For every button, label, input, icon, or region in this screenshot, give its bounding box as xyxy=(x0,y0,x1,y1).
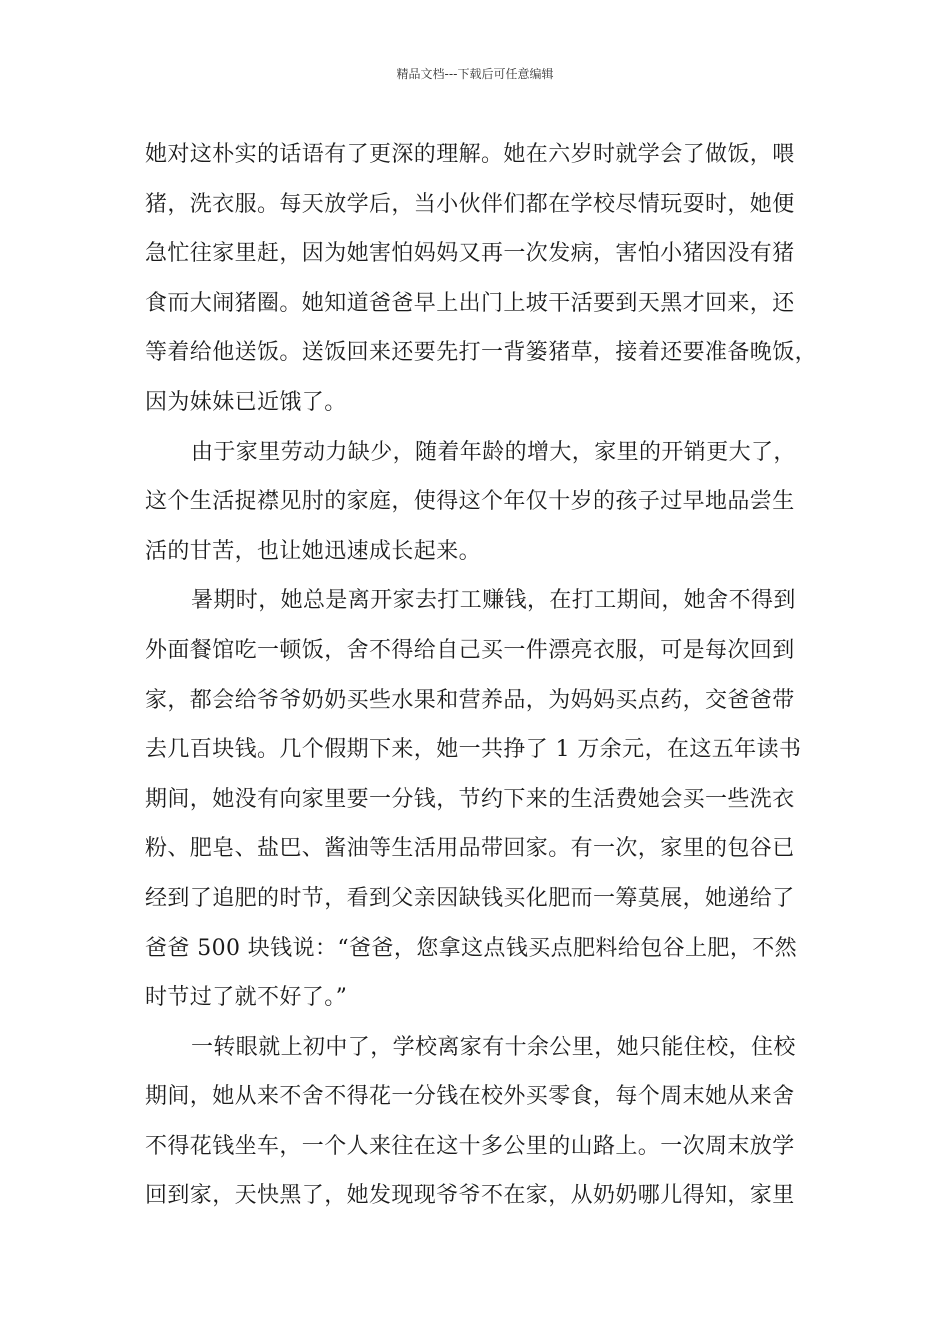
text-line: 期间，她从来不舍不得花一分钱在校外买零食，每个周末她从来舍 xyxy=(145,1084,795,1110)
text-line: 她对这朴实的话语有了更深的理解。她在六岁时就学会了做饭，喂 xyxy=(145,142,795,167)
document-body xyxy=(145,130,818,1221)
text-line: 因为妹妹已近饿了。 xyxy=(145,389,347,415)
text-line: 爸爸 500 块钱说：“爸爸，您拿这点钱买点肥料给包谷上肥，不然 xyxy=(145,935,798,961)
text-line: 急忙往家里赶，因为她害怕妈妈又再一次发病，害怕小猪因没有猪 xyxy=(145,241,795,267)
paragraph-start-line: 一转眼就上初中了，学校离家有十余公里，她只能住校，住校 xyxy=(191,1034,796,1060)
text-line: 经到了追肥的时节，看到父亲因缺钱买化肥而一筹莫展，她递给了 xyxy=(145,885,795,911)
text-line: 活的甘苦，也让她迅速成长起来。 xyxy=(145,538,482,564)
text-line: 粉、肥皂、盐巴、酱油等生活用品带回家。有一次，家里的包谷已 xyxy=(145,836,795,862)
text-line: 猪，洗衣服。每天放学后，当小伙伴们都在学校尽情玩耍时，她便 xyxy=(145,191,795,217)
page-header: 精品文档---下载后可任意编辑 xyxy=(396,67,554,81)
text-line: 回到家，天快黑了，她发现现爷爷不在家，从奶奶哪儿得知，家里 xyxy=(145,1183,795,1209)
text-line: 期间，她没有向家里要一分钱，节约下来的生活费她会买一些洗衣 xyxy=(145,786,795,812)
paragraph-start-line: 由于家里劳动力缺少，随着年龄的增大，家里的开销更大了， xyxy=(191,439,796,465)
text-line: 时节过了就不好了。” xyxy=(145,985,348,1011)
text-line: 食而大闹猪圈。她知道爸爸早上出门上坡干活要到天黑才回来，还 xyxy=(145,290,795,316)
paragraph-start-line: 暑期时，她总是离开家去打工赚钱，在打工期间，她舍不得到 xyxy=(191,588,796,614)
text-line: 去几百块钱。几个假期下来，她一共挣了 1 万余元，在这五年读书 xyxy=(145,737,802,763)
text-line: 不得花钱坐车，一个人来往在这十多公里的山路上。一次周末放学 xyxy=(145,1133,795,1159)
text-line: 家，都会给爷爷奶奶买些水果和营养品，为妈妈买点药，交爸爸带 xyxy=(145,687,795,713)
text-line: 等着给他送饭。送饭回来还要先打一背篓猪草，接着还要准备晚饭， xyxy=(145,340,818,366)
text-line: 外面餐馆吃一顿饭，舍不得给自己买一件漂亮衣服，可是每次回到 xyxy=(145,637,795,663)
text-line: 这个生活捉襟见肘的家庭，使得这个年仅十岁的孩子过早地品尝生 xyxy=(145,489,795,515)
